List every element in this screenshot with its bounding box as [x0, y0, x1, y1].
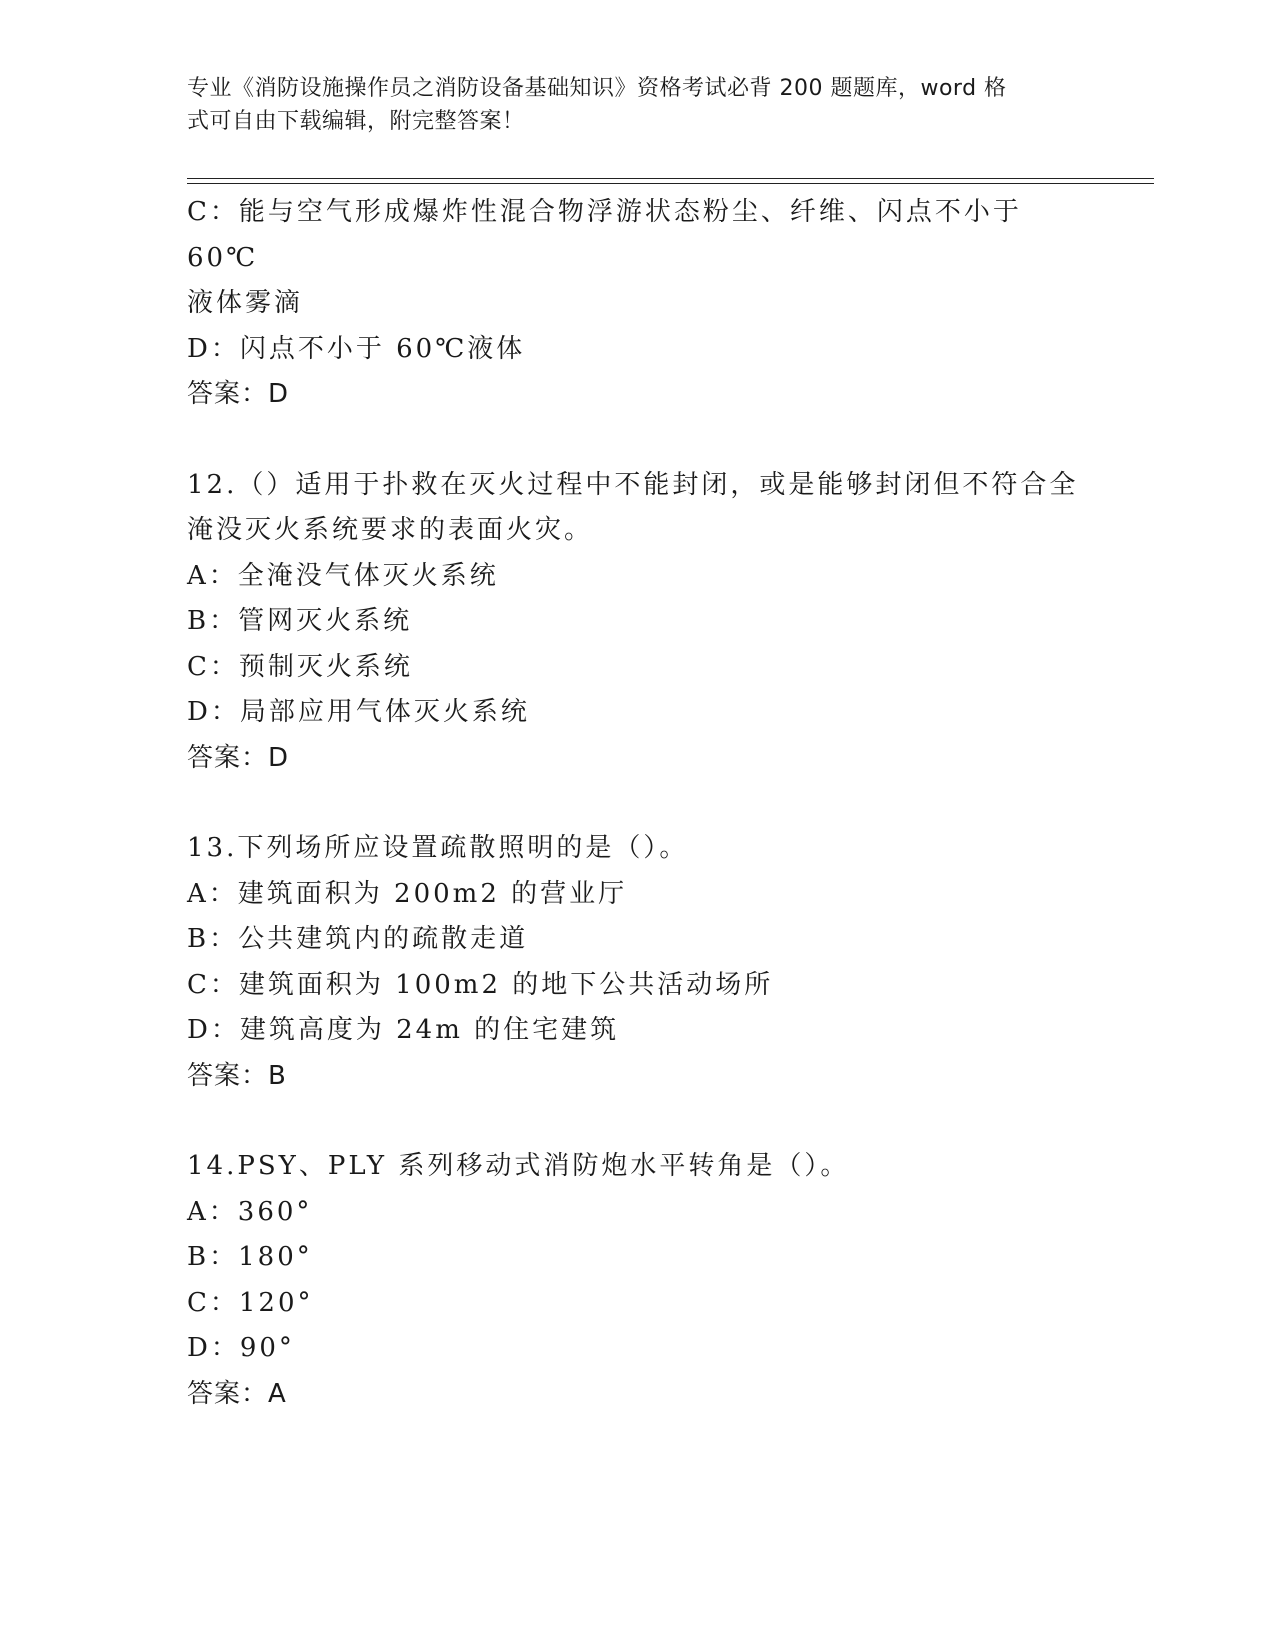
option-d: D：闪点不小于 60℃液体	[187, 333, 526, 364]
question-13	[187, 826, 1087, 1099]
option-d: D：建筑高度为 24m 的住宅建筑	[187, 1015, 620, 1045]
spacer	[187, 781, 1087, 826]
header-rule-top	[187, 178, 1154, 179]
question-stem-continued: 淹没灭火系统要求的表面火灾。	[187, 515, 594, 545]
option-d: D：90°	[187, 1333, 295, 1363]
answer: 答案：D	[187, 742, 290, 773]
option-c: C：120°	[187, 1287, 314, 1318]
answer: 答案：D	[187, 379, 290, 409]
spacer	[187, 1099, 1087, 1144]
header-line-1: 专业《消防设施操作员之消防设备基础知识》资格考试必背 200 题题库，word 格	[187, 76, 1007, 101]
option-b: B：管网灭火系统	[187, 606, 413, 636]
option-b: B：公共建筑内的疏散走道	[187, 924, 529, 954]
spacer	[187, 418, 1087, 463]
document-header	[187, 72, 1067, 138]
answer: 答案：A	[187, 1378, 287, 1409]
question-stem: 12.（）适用于扑救在灭火过程中不能封闭，或是能够封闭但不符合全	[187, 469, 1079, 500]
option-a: A：全淹没气体灭火系统	[187, 560, 499, 591]
header-rule-bottom	[187, 183, 1154, 184]
option-c: C：预制灭火系统	[187, 651, 413, 682]
option-c-continued: 液体雾滴	[187, 288, 304, 318]
document-body	[187, 190, 1087, 1417]
question-stem: 13.下列场所应设置疏散照明的是（）。	[187, 833, 689, 863]
option-d: D：局部应用气体灭火系统	[187, 697, 530, 727]
question-11-tail	[187, 190, 1087, 418]
option-c: C：能与空气形成爆炸性混合物浮游状态粉尘、纤维、闪点不小于 60℃	[187, 197, 1022, 273]
question-14	[187, 1144, 1087, 1417]
option-c: C：建筑面积为 100m2 的地下公共活动场所	[187, 969, 774, 1000]
question-12	[187, 463, 1087, 782]
answer: 答案：B	[187, 1060, 287, 1091]
option-b: B：180°	[187, 1242, 313, 1272]
header-line-2: 式可自由下载编辑，附完整答案！	[187, 109, 525, 134]
question-stem: 14.PSY、PLY 系列移动式消防炮水平转角是（）。	[187, 1151, 850, 1181]
option-a: A：360°	[187, 1196, 313, 1227]
option-a: A：建筑面积为 200m2 的营业厅	[187, 878, 628, 909]
